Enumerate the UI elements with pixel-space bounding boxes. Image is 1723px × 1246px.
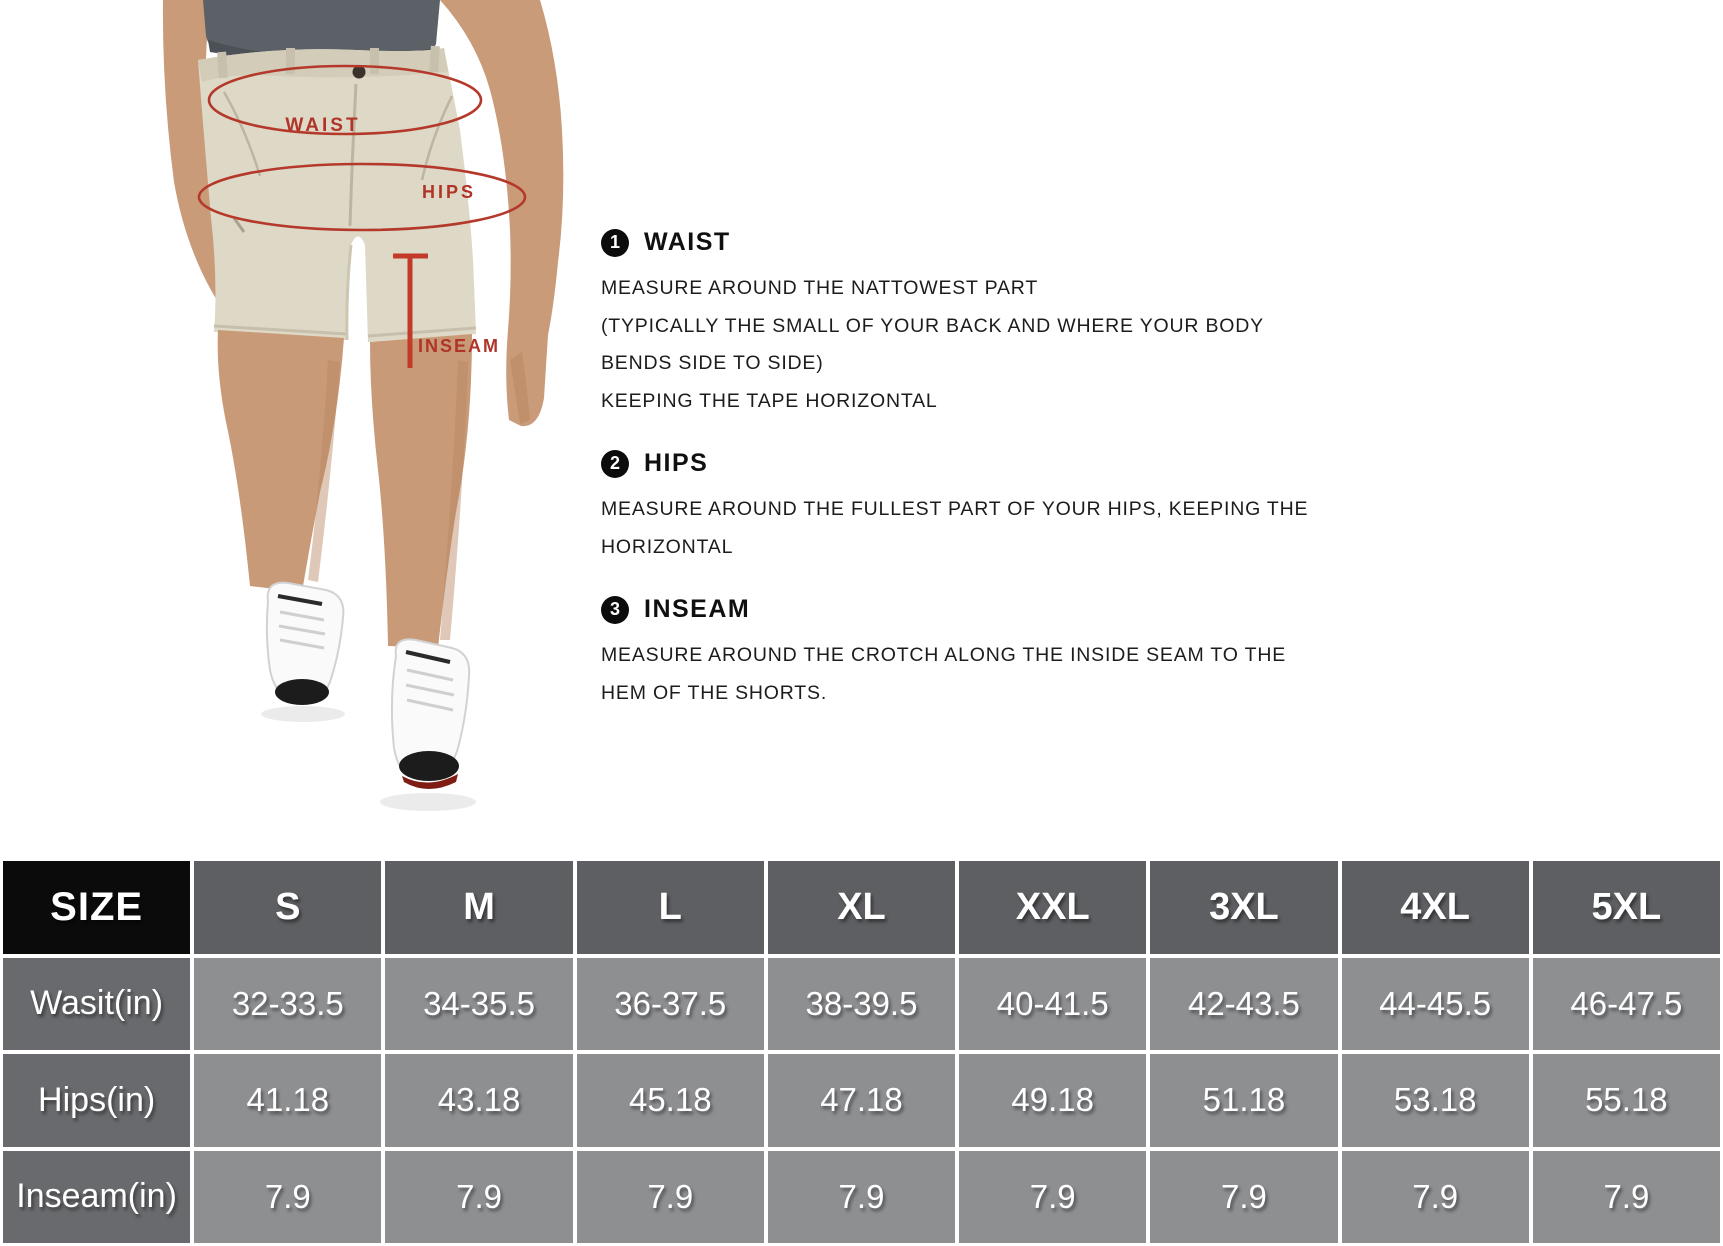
table-cell: 43.18 (385, 1054, 572, 1147)
waist-photo-label: WAIST (285, 115, 361, 136)
instruction-waist (601, 228, 1391, 420)
step-3-badge: 3 (601, 596, 629, 624)
table-cell: 7.9 (1342, 1151, 1529, 1244)
instruction-text: BENDS SIDE TO SIDE) (601, 352, 824, 374)
row-label-hips: Hips(in) (3, 1054, 190, 1147)
row-label-inseam: Inseam(in) (3, 1151, 190, 1244)
instruction-text: (TYPICALLY THE SMALL OF YOUR BACK AND WHERE YOUR BODY (601, 314, 1264, 337)
step-2-badge: 2 (601, 450, 629, 478)
size-chart-header: S (194, 861, 381, 954)
table-cell: 7.9 (768, 1151, 955, 1244)
step-1-title: WAIST (644, 228, 731, 256)
table-cell: 7.9 (1150, 1151, 1337, 1244)
table-cell: 7.9 (577, 1151, 764, 1244)
step-3-title: INSEAM (644, 595, 751, 623)
instruction-text: HEM OF THE SHORTS. (601, 681, 828, 704)
instruction-text: KEEPING THE TAPE HORIZONTAL (601, 389, 938, 412)
table-cell: 41.18 (194, 1054, 381, 1147)
instruction-inseam (601, 595, 1391, 712)
instruction-text: MEASURE AROUND THE CROTCH ALONG THE INSIDE SEAM TO THE (601, 644, 1287, 666)
size-chart-table (0, 858, 1723, 1246)
instruction-text: MEASURE AROUND THE NATTOWEST PART (601, 277, 1039, 299)
size-chart-header: 4XL (1342, 861, 1529, 954)
row-label-waist: Wasit(in) (3, 958, 190, 1051)
table-cell: 51.18 (1150, 1054, 1337, 1147)
size-chart-header: 3XL (1150, 861, 1337, 954)
inseam-photo-label: INSEAM (418, 336, 501, 356)
model-legs (218, 330, 472, 648)
table-cell: 40-41.5 (959, 958, 1146, 1051)
instruction-text: MEASURE AROUND THE FULLEST PART OF YOUR HIPS, KEEPING THE (601, 498, 1309, 520)
measure-instructions (601, 228, 1391, 741)
size-chart-header: 5XL (1533, 861, 1720, 954)
table-cell: 49.18 (959, 1054, 1146, 1147)
step-1-badge: 1 (601, 229, 629, 257)
table-cell: 7.9 (194, 1151, 381, 1244)
table-cell: 36-37.5 (577, 958, 764, 1051)
table-cell: 47.18 (768, 1054, 955, 1147)
model-photo (118, 0, 590, 860)
table-cell: 32-33.5 (194, 958, 381, 1051)
hips-photo-label: HIPS (421, 182, 477, 202)
instruction-hips (601, 449, 1391, 566)
table-cell: 34-35.5 (385, 958, 572, 1051)
size-chart-header: L (577, 861, 764, 954)
step-2-title: HIPS (644, 449, 709, 477)
table-cell: 7.9 (385, 1151, 572, 1244)
table-cell: 38-39.5 (768, 958, 955, 1051)
size-chart-header: SIZE (3, 861, 190, 954)
table-cell: 45.18 (577, 1054, 764, 1147)
size-chart-header: M (385, 861, 572, 954)
table-cell: 7.9 (1533, 1151, 1720, 1244)
table-cell: 55.18 (1533, 1054, 1720, 1147)
table-cell: 42-43.5 (1150, 958, 1337, 1051)
size-chart-header: XXL (959, 861, 1146, 954)
table-cell: 46-47.5 (1533, 958, 1720, 1051)
table-cell: 7.9 (959, 1151, 1146, 1244)
size-chart-header: XL (768, 861, 955, 954)
table-cell: 53.18 (1342, 1054, 1529, 1147)
instruction-text: HORIZONTAL (601, 535, 734, 558)
table-cell: 44-45.5 (1342, 958, 1529, 1051)
model-illustration (118, 0, 590, 860)
